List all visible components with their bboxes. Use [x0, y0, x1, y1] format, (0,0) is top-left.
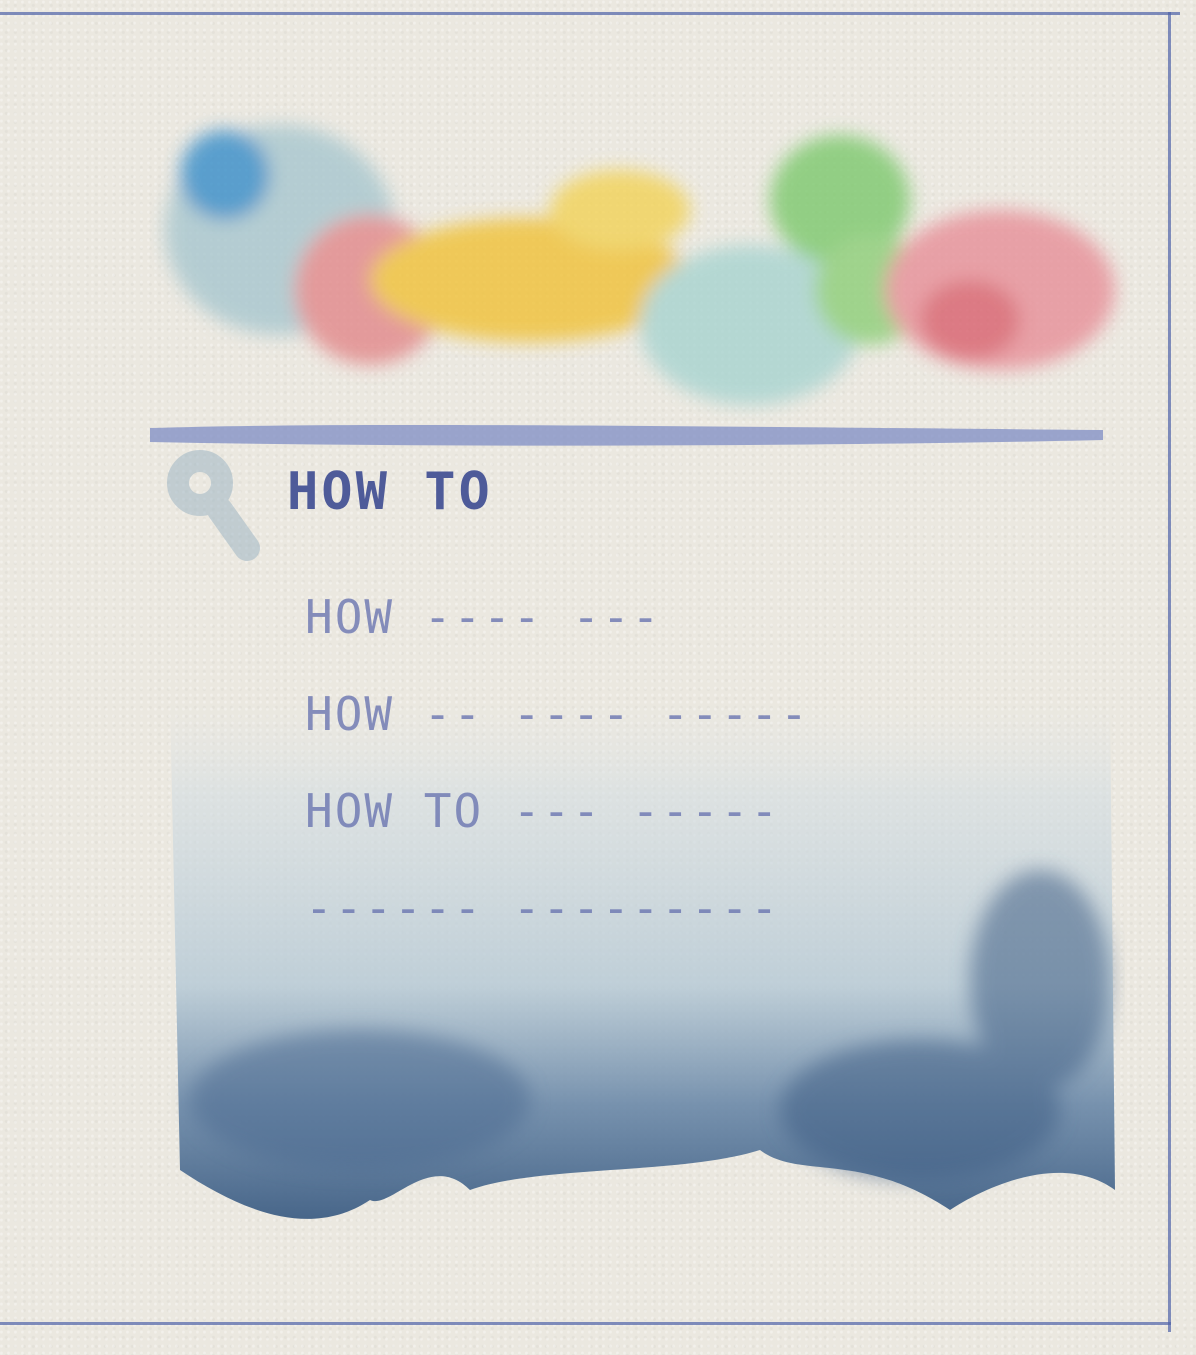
suggestion-item[interactable]: HOW ---- --- — [305, 590, 662, 644]
suggestion-item[interactable]: ------ --------- — [305, 881, 781, 935]
search-icon[interactable] — [165, 448, 275, 568]
frame-bottom-border — [0, 1322, 1171, 1325]
search-query[interactable]: HOW TO — [287, 462, 493, 522]
rainbow-logo — [150, 80, 1130, 440]
search-input[interactable] — [148, 418, 1108, 462]
suggestions-list — [305, 590, 810, 978]
frame-right-border — [1168, 12, 1171, 1332]
suggestion-item[interactable]: HOW -- ---- ----- — [305, 687, 810, 741]
suggestion-item[interactable]: HOW TO --- ----- — [305, 784, 781, 838]
frame-top-border — [0, 12, 1180, 15]
